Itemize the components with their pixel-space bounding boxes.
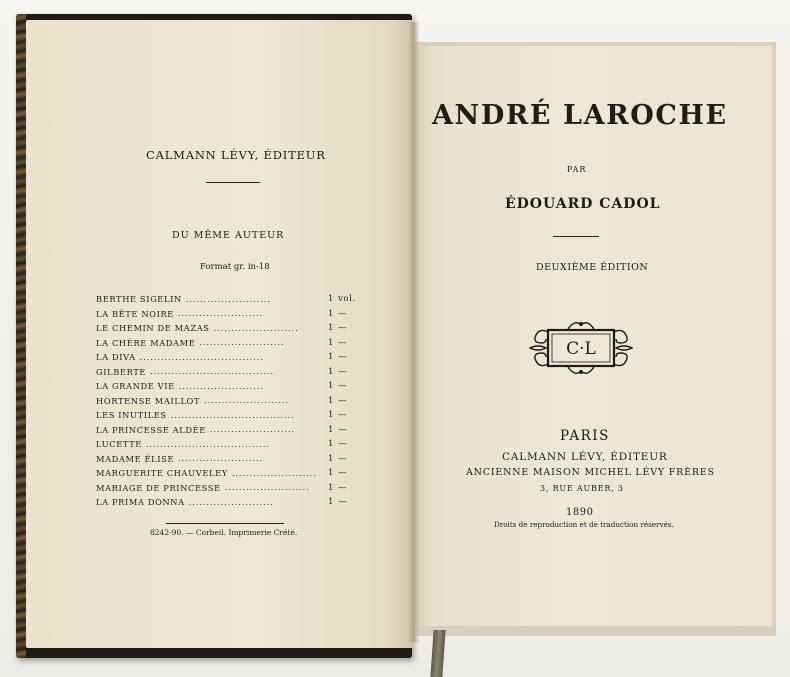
work-leader-dots: ........................ [199, 338, 285, 348]
work-volume-count: 1 [327, 381, 334, 392]
work-row [96, 379, 366, 394]
work-volume-unit: — [338, 439, 348, 450]
par-label: PAR [567, 165, 587, 174]
work-volume-count: 1 [327, 352, 334, 363]
work-volume-count: 1 [327, 424, 334, 435]
work-title: LA GRANDE VIE [96, 381, 175, 392]
work-leader-dots: ........................ [213, 323, 299, 333]
work-leader-dots: ........................ [177, 309, 263, 319]
work-volume-unit: — [338, 395, 348, 406]
work-row [96, 437, 366, 452]
work-volume-unit: — [338, 482, 348, 493]
work-leader-dots: ........................ [224, 483, 310, 493]
work-row [96, 423, 366, 438]
work-title: LA PRINCESSE ALDÉE [96, 424, 206, 435]
work-leader-dots: ................................... [150, 367, 275, 377]
work-title: LA PRIMA DONNA [96, 497, 185, 508]
work-title: LA CHÈRE MADAME [96, 337, 196, 348]
work-title: MARIAGE DE PRINCESSE [96, 482, 221, 493]
left-heading-rule [206, 182, 260, 183]
work-volume-count: 1 [327, 439, 334, 450]
printer-rule [166, 523, 284, 524]
publisher-monogram-logo [528, 317, 634, 379]
work-row [96, 495, 366, 510]
work-row [96, 394, 366, 409]
works-list [96, 292, 366, 510]
work-row [96, 292, 366, 307]
publishing-house: ANCIENNE MAISON MICHEL LÉVY FRÈRES [466, 467, 715, 478]
work-row [96, 307, 366, 322]
work-leader-dots: ................................... [170, 410, 295, 420]
work-volume-unit: — [338, 497, 348, 508]
work-volume-unit: — [338, 424, 348, 435]
work-leader-dots: ........................ [178, 454, 264, 464]
work-volume-count: 1 [327, 337, 334, 348]
left-publisher-heading: CALMANN LÉVY, ÉDITEUR [146, 148, 326, 162]
work-volume-unit: — [338, 308, 348, 319]
city: PARIS [560, 428, 610, 444]
work-row [96, 408, 366, 423]
work-row [96, 466, 366, 481]
work-volume-unit: — [338, 337, 348, 348]
work-volume-count: 1 [327, 453, 334, 464]
work-title: GILBERTE [96, 366, 147, 377]
work-volume-unit: — [338, 468, 348, 479]
work-leader-dots: ................................... [145, 439, 270, 449]
work-title: MADAME ÉLISE [96, 453, 175, 464]
work-title: BERTHE SIGELIN [96, 294, 182, 305]
work-volume-count: 1 [327, 410, 334, 421]
author-name: ÉDOUARD CADOL [505, 196, 661, 212]
work-volume-unit: — [338, 352, 348, 363]
work-title: MARGUERITE CHAUVELEY [96, 468, 228, 479]
work-volume-unit: — [338, 323, 348, 334]
work-title: HORTENSE MAILLOT [96, 395, 201, 406]
work-row [96, 350, 366, 365]
work-row [96, 321, 366, 336]
work-volume-unit: — [338, 453, 348, 464]
right-publisher: CALMANN LÉVY, ÉDITEUR [502, 451, 668, 463]
logo-text: C·L [566, 339, 596, 359]
work-title: LES INUTILES [96, 410, 167, 421]
work-leader-dots: ........................ [231, 468, 317, 478]
work-row [96, 336, 366, 351]
marbled-spine-edge [16, 14, 26, 658]
work-volume-unit: — [338, 381, 348, 392]
work-leader-dots: ........................ [188, 497, 274, 507]
work-volume-count: 1 [327, 308, 334, 319]
work-volume-unit: vol. [338, 294, 356, 305]
year: 1890 [566, 507, 594, 518]
book-title: ANDRÉ LAROCHE [432, 100, 728, 131]
address: 3, RUE AUBER, 3 [540, 484, 624, 493]
work-title: LA BÊTE NOIRE [96, 308, 174, 319]
book-gutter [408, 22, 420, 642]
work-volume-count: 1 [327, 366, 334, 377]
work-title: LA DIVA [96, 352, 136, 363]
work-title: LUCETTE [96, 439, 142, 450]
work-volume-count: 1 [327, 294, 334, 305]
work-title: LE CHEMIN DE MAZAS [96, 323, 210, 334]
work-volume-count: 1 [327, 482, 334, 493]
same-author-heading: DU MÊME AUTEUR [172, 230, 285, 241]
work-volume-unit: — [338, 366, 348, 377]
work-leader-dots: ........................ [178, 381, 264, 391]
rights-notice: Droits de reproduction et de traduction réservés. [494, 520, 674, 529]
work-volume-count: 1 [327, 395, 334, 406]
work-leader-dots: ........................ [204, 396, 290, 406]
work-row [96, 452, 366, 467]
work-leader-dots: ........................ [185, 294, 271, 304]
work-volume-unit: — [338, 410, 348, 421]
edition-label: DEUXIÈME ÉDITION [536, 262, 649, 273]
printer-note: 8242-90. — Corbeil. Imprimerie Crété. [150, 528, 298, 537]
work-leader-dots: ................................... [139, 352, 264, 362]
work-leader-dots: ........................ [209, 425, 295, 435]
work-volume-count: 1 [327, 323, 334, 334]
work-row [96, 365, 366, 380]
work-volume-count: 1 [327, 497, 334, 508]
format-line: Format gr. in-18 [200, 262, 270, 272]
work-volume-count: 1 [327, 468, 334, 479]
author-rule [553, 236, 599, 237]
work-row [96, 481, 366, 496]
